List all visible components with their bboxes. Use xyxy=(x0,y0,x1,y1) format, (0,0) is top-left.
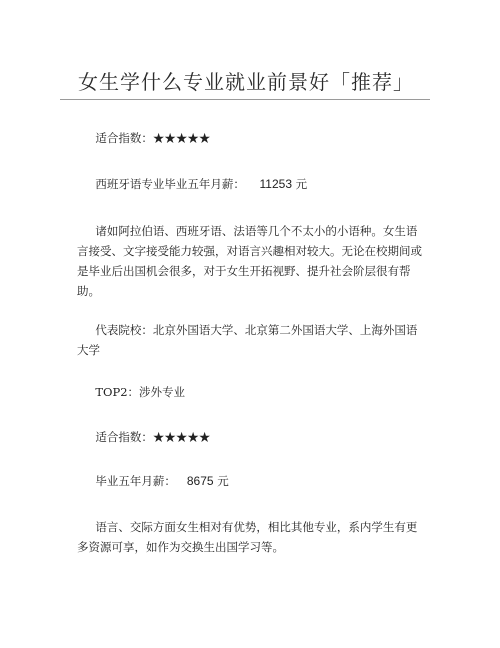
salary-unit: 元 xyxy=(217,474,229,488)
rating-label: 适合指数： xyxy=(95,131,153,145)
salary-value: 11253 xyxy=(259,177,292,191)
salary-label: 西班牙语专业毕业五年月薪： xyxy=(95,177,245,191)
rating-line xyxy=(77,427,427,447)
salary-value: 8675 xyxy=(186,474,214,488)
paragraph-language-advantage: 诸如阿拉伯语、西班牙语、法语等几个不太小的小语种。女生语言接受、文字接受能力较强，对语言兴趣相对较大。无论在校期间或是毕业后出国机会很多，对于女生开拓视野、提升社会阶层很有帮助。 xyxy=(77,224,422,298)
salary-label: 毕业五年月薪： xyxy=(95,474,176,488)
section-heading-top2: TOP2：涉外专业 xyxy=(95,385,186,399)
rating-label: 适合指数： xyxy=(95,430,153,444)
paragraph-representative-schools: 代表院校：北京外国语大学、北京第二外国语大学、上海外国语大学 xyxy=(77,323,418,357)
document-title: 女生学什么专业就业前景好「推荐」 xyxy=(78,70,414,94)
title-divider xyxy=(60,99,430,100)
rating-stars: ★★★★★ xyxy=(152,131,211,145)
rating-line xyxy=(77,128,427,148)
salary-line xyxy=(77,471,427,491)
salary-unit: 元 xyxy=(295,177,308,191)
rating-stars: ★★★★★ xyxy=(152,430,211,444)
paragraph-communication-advantage: 语言、交际方面女生相对有优势，相比其他专业，系内学生有更多资源可享，如作为交换生出国学习等。 xyxy=(77,520,418,554)
salary-line xyxy=(77,174,427,194)
